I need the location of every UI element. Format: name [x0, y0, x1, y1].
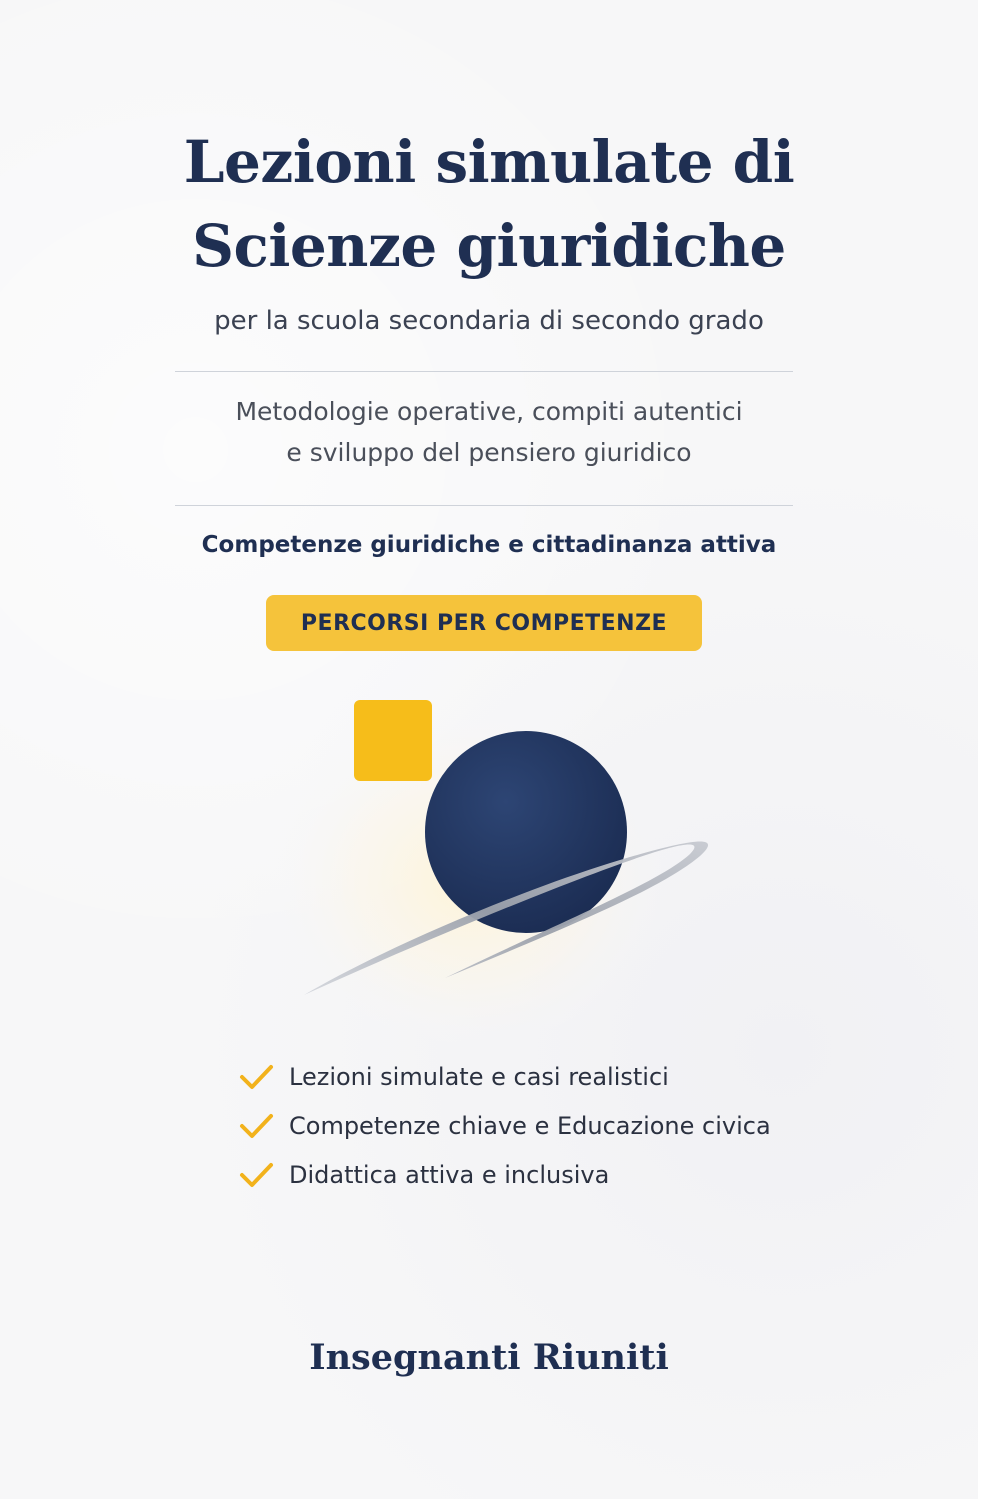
title-line-1: Lezioni simulate di	[183, 128, 795, 196]
divider-top	[175, 371, 793, 372]
competency-badge: PERCORSI PER COMPETENZE	[266, 595, 702, 651]
feature-list	[238, 1052, 771, 1199]
tagline-line-1: Metodologie operative, compiti autentici	[235, 397, 743, 426]
navy-planet	[425, 731, 627, 933]
page-margin	[978, 0, 1000, 1499]
divider-bottom	[175, 505, 793, 506]
feature-label: Didattica attiva e inclusiva	[289, 1160, 610, 1189]
list-item	[238, 1101, 771, 1150]
planet-illustration	[0, 660, 978, 1060]
checkmark-icon	[238, 1111, 274, 1141]
list-item	[238, 1052, 771, 1101]
title-line-2: Scienze giuridiche	[192, 212, 786, 280]
checkmark-icon	[238, 1160, 274, 1190]
feature-label: Competenze chiave e Educazione civica	[289, 1111, 771, 1140]
author-name: Insegnanti Riuniti	[309, 1337, 669, 1378]
tagline-line-2: e sviluppo del pensiero giuridico	[286, 438, 692, 467]
yellow-square	[354, 700, 432, 781]
checkmark-icon	[238, 1062, 274, 1092]
list-item	[238, 1150, 771, 1199]
feature-label: Lezioni simulate e casi realistici	[289, 1062, 669, 1091]
subtitle: per la scuola secondaria di secondo grado	[214, 306, 764, 336]
section-heading: Competenze giuridiche e cittadinanza attiva	[201, 532, 777, 558]
